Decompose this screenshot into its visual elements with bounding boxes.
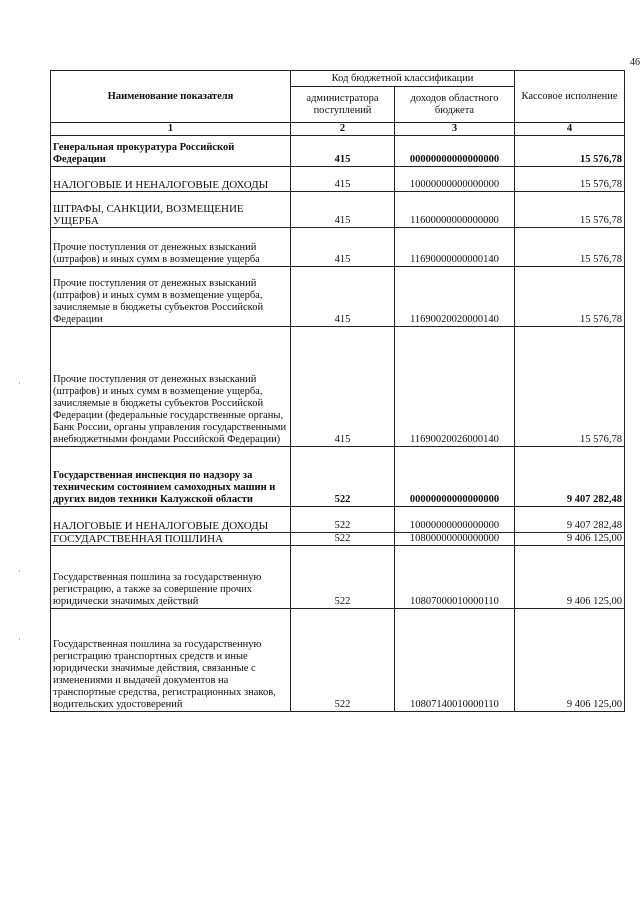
row-amount: 15 576,78 <box>515 228 625 267</box>
index-cell: 3 <box>395 123 515 136</box>
table-row <box>51 267 625 327</box>
row-admin-code: 522 <box>291 533 395 546</box>
row-name: Генеральная прокуратура Российской Федерации <box>51 136 291 167</box>
row-admin-code: 415 <box>291 327 395 447</box>
table-row <box>51 192 625 228</box>
row-admin-code: 415 <box>291 267 395 327</box>
row-income-code: 00000000000000000 <box>395 447 515 507</box>
row-admin-code: 522 <box>291 609 395 712</box>
header-name: Наименование показателя <box>51 71 291 123</box>
index-cell: 2 <box>291 123 395 136</box>
row-income-code: 10000000000000000 <box>395 507 515 533</box>
revenue-table <box>50 70 625 712</box>
table-row <box>51 533 625 546</box>
row-admin-code: 415 <box>291 167 395 192</box>
row-income-code: 00000000000000000 <box>395 136 515 167</box>
row-admin-code: 415 <box>291 228 395 267</box>
row-name: Прочие поступления от денежных взысканий (штрафов) и иных сумм в возмещение ущерба <box>51 228 291 267</box>
row-admin-code: 415 <box>291 192 395 228</box>
header-execution: Кассовое исполнение <box>515 71 625 123</box>
table-row <box>51 228 625 267</box>
row-income-code: 10000000000000000 <box>395 167 515 192</box>
row-amount: 15 576,78 <box>515 167 625 192</box>
row-amount: 9 406 125,00 <box>515 546 625 609</box>
row-admin-code: 522 <box>291 447 395 507</box>
row-income-code: 11690020020000140 <box>395 267 515 327</box>
scan-mark: · <box>18 634 21 644</box>
row-name: Государственная пошлина за государственную регистрацию транспортных средств и иные юридически значимые действия, связанные с изменениями и выдачей документов на транспортные средства, регистрационных знаков, водительских удостоверений <box>51 609 291 712</box>
row-income-code: 11690020026000140 <box>395 327 515 447</box>
row-amount: 9 406 125,00 <box>515 533 625 546</box>
scan-mark: · <box>18 566 21 576</box>
row-income-code: 10807000010000110 <box>395 546 515 609</box>
row-income-code: 11600000000000000 <box>395 192 515 228</box>
row-name: Прочие поступления от денежных взысканий (штрафов) и иных сумм в возмещение ущерба, зачисляемые в бюджеты субъектов Российской Федерации <box>51 267 291 327</box>
row-income-code: 11690000000000140 <box>395 228 515 267</box>
table-row <box>51 507 625 533</box>
table-row <box>51 327 625 447</box>
table-row <box>51 167 625 192</box>
index-row <box>51 123 625 136</box>
row-name: Прочие поступления от денежных взысканий (штрафов) и иных сумм в возмещение ущерба, зачисляемые в бюджеты субъектов Российской Федерации (федеральные государственные органы, Банк России, органы управления государственными внебюджетными фондами Российской Федерации) <box>51 327 291 447</box>
row-name: НАЛОГОВЫЕ И НЕНАЛОГОВЫЕ ДОХОДЫ <box>51 167 291 192</box>
header-income: доходов областного бюджета <box>395 87 515 123</box>
row-name: Государственная пошлина за государственную регистрацию, а также за совершение прочих юридически значимых действий <box>51 546 291 609</box>
row-amount: 9 406 125,00 <box>515 609 625 712</box>
row-name: НАЛОГОВЫЕ И НЕНАЛОГОВЫЕ ДОХОДЫ <box>51 507 291 533</box>
scan-mark: · <box>18 378 21 388</box>
table-row <box>51 609 625 712</box>
row-name: ШТРАФЫ, САНКЦИИ, ВОЗМЕЩЕНИЕ УЩЕРБА <box>51 192 291 228</box>
header-row-1 <box>51 71 625 87</box>
row-amount: 15 576,78 <box>515 327 625 447</box>
header-admin: администратора поступлений <box>291 87 395 123</box>
row-name: Государственная инспекция по надзору за техническим состоянием самоходных машин и других видов техники Калужской области <box>51 447 291 507</box>
row-amount: 15 576,78 <box>515 136 625 167</box>
table-row <box>51 546 625 609</box>
row-income-code: 10807140010000110 <box>395 609 515 712</box>
table-row <box>51 136 625 167</box>
row-amount: 9 407 282,48 <box>515 447 625 507</box>
row-admin-code: 415 <box>291 136 395 167</box>
index-cell: 4 <box>515 123 625 136</box>
row-admin-code: 522 <box>291 546 395 609</box>
row-amount: 9 407 282,48 <box>515 507 625 533</box>
row-name: ГОСУДАРСТВЕННАЯ ПОШЛИНА <box>51 533 291 546</box>
table-row <box>51 447 625 507</box>
header-kbk-group: Код бюджетной классификации <box>291 71 515 87</box>
page-number: 46 <box>630 57 640 68</box>
row-amount: 15 576,78 <box>515 192 625 228</box>
row-admin-code: 522 <box>291 507 395 533</box>
row-income-code: 10800000000000000 <box>395 533 515 546</box>
row-amount: 15 576,78 <box>515 267 625 327</box>
index-cell: 1 <box>51 123 291 136</box>
